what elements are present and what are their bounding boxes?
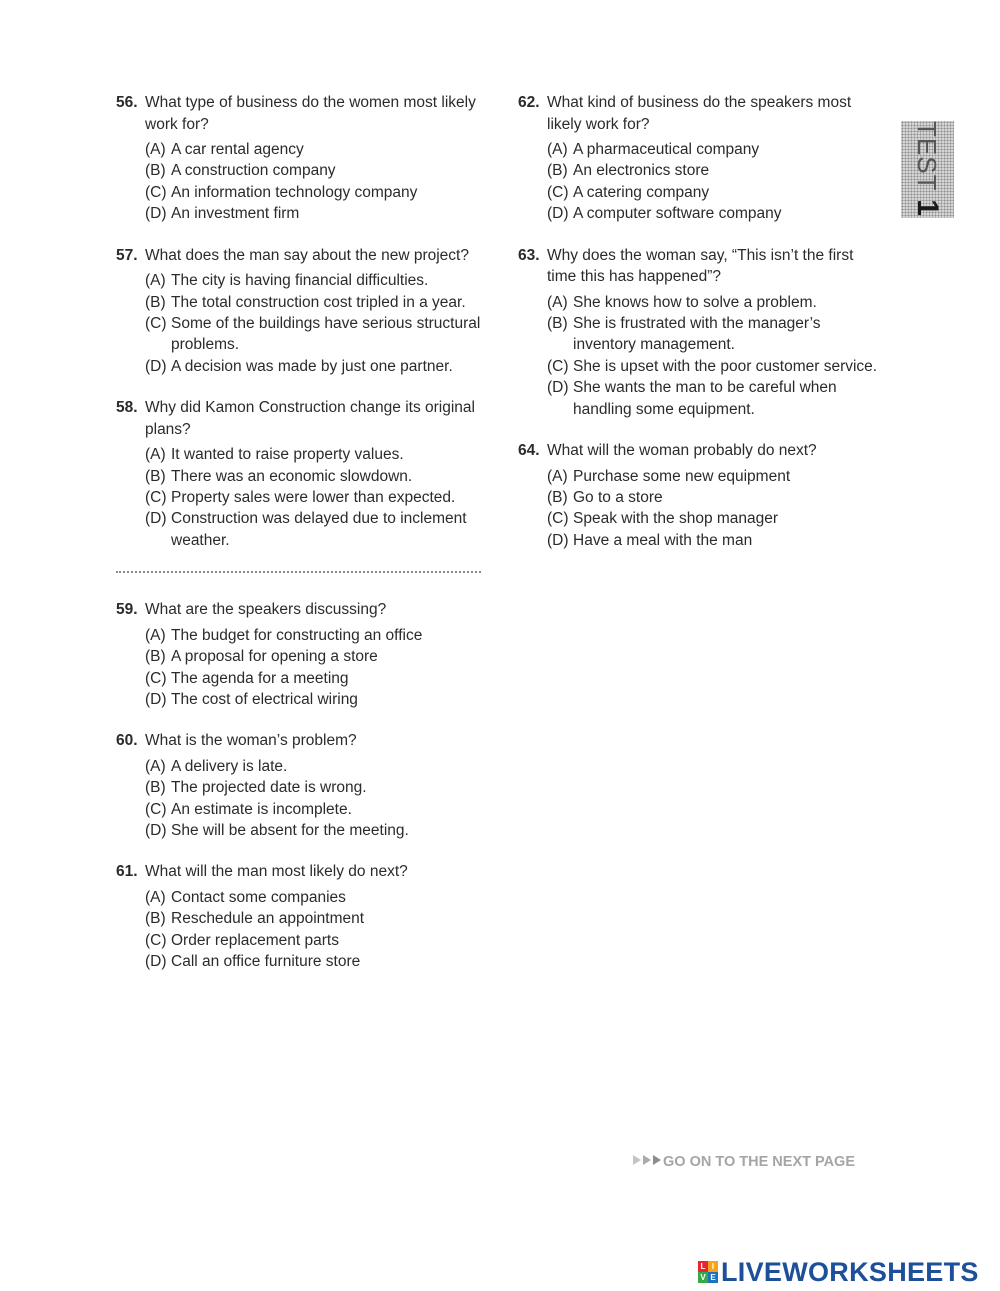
answer-option[interactable] xyxy=(145,668,481,689)
answer-options xyxy=(145,625,481,711)
test-section-tab xyxy=(901,121,954,218)
question-text: What will the woman probably do next? xyxy=(547,442,817,460)
option-text: She will be absent for the meeting. xyxy=(171,822,409,840)
answer-option[interactable] xyxy=(145,930,481,951)
answer-options xyxy=(547,139,878,225)
liveworksheets-icon xyxy=(698,1261,718,1283)
answer-option[interactable] xyxy=(145,756,481,777)
option-letter: (C) xyxy=(145,314,167,332)
option-letter: (A) xyxy=(547,293,568,311)
answer-option[interactable] xyxy=(145,292,481,313)
option-text: A proposal for opening a store xyxy=(171,648,378,666)
answer-options xyxy=(145,756,481,842)
option-letter: (D) xyxy=(145,953,167,971)
option-text: Contact some companies xyxy=(171,888,346,906)
question-number: 63. xyxy=(518,246,540,264)
answer-option[interactable] xyxy=(547,139,878,160)
answer-option[interactable] xyxy=(145,777,481,798)
question-block xyxy=(518,440,878,551)
question-text: Why did Kamon Construction change its original plans? xyxy=(145,399,475,438)
answer-option[interactable] xyxy=(547,487,878,508)
answer-option[interactable] xyxy=(145,139,481,160)
answer-option[interactable] xyxy=(547,160,878,181)
answer-option[interactable] xyxy=(145,508,481,551)
question-block xyxy=(116,245,481,378)
option-text: Some of the buildings have serious structural problems. xyxy=(171,314,481,354)
answer-option[interactable] xyxy=(145,908,481,929)
question-header xyxy=(116,245,481,267)
option-text: A catering company xyxy=(573,183,710,201)
option-text: Go to a store xyxy=(573,488,663,506)
question-number: 58. xyxy=(116,399,138,417)
option-text: Construction was delayed due to inclement weather. xyxy=(171,510,467,549)
logo-letter-i: I xyxy=(708,1261,718,1272)
answer-option[interactable] xyxy=(145,182,481,203)
option-letter: (D) xyxy=(547,531,569,549)
option-letter: (B) xyxy=(145,467,166,485)
option-text: The agenda for a meeting xyxy=(171,669,349,687)
question-block xyxy=(116,92,481,225)
left-column xyxy=(116,92,481,993)
option-letter: (C) xyxy=(145,183,167,201)
option-letter: (C) xyxy=(145,800,167,818)
option-text: A decision was made by just one partner. xyxy=(171,357,453,375)
answer-option[interactable] xyxy=(145,466,481,487)
answer-options xyxy=(145,139,481,225)
question-header xyxy=(116,397,481,440)
option-letter: (A) xyxy=(547,467,568,485)
answer-option[interactable] xyxy=(145,313,481,356)
option-text: Call an office furniture store xyxy=(171,953,361,971)
option-letter: (D) xyxy=(145,822,167,840)
option-letter: (C) xyxy=(547,510,569,528)
question-block xyxy=(518,245,878,420)
question-text: What does the man say about the new project? xyxy=(145,246,469,264)
answer-option[interactable] xyxy=(547,530,878,551)
option-text: Reschedule an appointment xyxy=(171,910,365,928)
answer-options xyxy=(145,270,481,377)
question-header xyxy=(116,92,481,135)
question-group-b xyxy=(116,599,481,972)
right-column xyxy=(518,92,878,571)
option-letter: (A) xyxy=(547,141,568,158)
option-letter: (C) xyxy=(547,183,569,201)
option-letter: (B) xyxy=(547,315,568,333)
answer-option[interactable] xyxy=(145,356,481,377)
answer-option[interactable] xyxy=(145,160,481,181)
option-text: The city is having financial difficulties. xyxy=(171,272,429,290)
question-text: What will the man most likely do next? xyxy=(145,863,408,881)
option-text: An estimate is incomplete. xyxy=(171,800,352,818)
question-number: 57. xyxy=(116,246,138,264)
question-block xyxy=(116,730,481,841)
option-text: Order replacement parts xyxy=(171,931,339,949)
next-page-text: GO ON TO THE NEXT PAGE xyxy=(663,1154,856,1170)
option-text: A computer software company xyxy=(573,205,782,223)
option-letter: (A) xyxy=(145,446,166,464)
option-text: A delivery is late. xyxy=(171,757,288,775)
option-letter: (B) xyxy=(547,488,568,506)
option-letter: (A) xyxy=(145,626,166,644)
question-header xyxy=(518,92,878,135)
answer-option[interactable] xyxy=(547,377,878,420)
liveworksheets-wordmark: LIVEWORKSHEETS xyxy=(721,1256,979,1287)
option-letter: (D) xyxy=(145,510,167,528)
option-text: Property sales were lower than expected. xyxy=(171,488,456,506)
answer-option[interactable] xyxy=(145,887,481,908)
option-text: A pharmaceutical company xyxy=(573,141,760,158)
test-tab-label xyxy=(910,121,944,217)
option-letter: (D) xyxy=(145,357,167,375)
answer-option[interactable] xyxy=(145,799,481,820)
option-text: She is frustrated with the manager’s inventory management. xyxy=(573,315,821,354)
question-text: What are the speakers discussing? xyxy=(145,601,387,619)
question-header xyxy=(518,440,878,462)
option-text: She wants the man to be careful when handling some equipment. xyxy=(573,379,837,418)
answer-options xyxy=(145,444,481,551)
question-text: What type of business do the women most likely work for? xyxy=(145,94,476,133)
option-letter: (C) xyxy=(145,931,167,949)
answer-option[interactable] xyxy=(145,646,481,667)
option-letter: (C) xyxy=(145,488,167,506)
question-header xyxy=(116,730,481,752)
question-text: Why does the woman say, “This isn’t the first time this has happened”? xyxy=(547,246,854,286)
option-text: Have a meal with the man xyxy=(573,531,753,549)
question-text: What kind of business do the speakers most likely work for? xyxy=(547,94,852,133)
answer-option[interactable] xyxy=(547,182,878,203)
triple-triangle-icon xyxy=(633,1154,663,1170)
answer-option[interactable] xyxy=(547,466,878,487)
test-tab-number: 1 xyxy=(911,199,944,217)
option-text: An information technology company xyxy=(171,183,418,201)
question-header xyxy=(116,861,481,883)
answer-option[interactable] xyxy=(547,203,878,224)
logo-letter-e: E xyxy=(708,1272,718,1283)
question-number: 60. xyxy=(116,732,138,750)
option-letter: (C) xyxy=(145,669,167,687)
liveworksheets-logo[interactable] xyxy=(698,1257,979,1287)
question-block xyxy=(518,92,878,225)
question-number: 64. xyxy=(518,442,540,460)
question-number: 62. xyxy=(518,94,540,111)
question-text: What is the woman’s problem? xyxy=(145,732,357,750)
answer-option[interactable] xyxy=(547,508,878,529)
answer-option[interactable] xyxy=(145,689,481,710)
option-text: The cost of electrical wiring xyxy=(171,690,358,708)
question-block xyxy=(116,861,481,972)
test-tab-word: TEST xyxy=(912,121,942,192)
option-text: Purchase some new equipment xyxy=(573,467,791,485)
option-text: She is upset with the poor customer service. xyxy=(573,357,878,375)
answer-option[interactable] xyxy=(145,270,481,291)
option-letter: (B) xyxy=(547,162,568,180)
answer-options xyxy=(547,466,878,552)
question-number: 59. xyxy=(116,601,138,619)
option-text: The budget for constructing an office xyxy=(171,626,423,644)
question-block xyxy=(116,599,481,710)
answer-option[interactable] xyxy=(547,292,878,313)
option-letter: (B) xyxy=(145,910,166,928)
option-letter: (A) xyxy=(145,272,166,290)
option-text: She knows how to solve a problem. xyxy=(573,293,817,311)
answer-options xyxy=(547,292,878,420)
answer-option[interactable] xyxy=(145,203,481,224)
logo-letter-l: L xyxy=(698,1261,708,1272)
answer-option[interactable] xyxy=(145,820,481,841)
option-text: A construction company xyxy=(171,162,336,180)
answer-option[interactable] xyxy=(547,356,878,377)
option-text: A car rental agency xyxy=(171,141,304,158)
option-letter: (B) xyxy=(145,779,166,797)
option-letter: (D) xyxy=(547,379,569,397)
next-page-note xyxy=(633,1154,855,1170)
question-number: 61. xyxy=(116,863,138,881)
question-block xyxy=(116,397,481,551)
answer-option[interactable] xyxy=(145,487,481,508)
question-number: 56. xyxy=(116,94,138,111)
answer-option[interactable] xyxy=(145,625,481,646)
option-letter: (A) xyxy=(145,757,166,775)
option-letter: (D) xyxy=(145,205,167,223)
option-letter: (D) xyxy=(145,690,167,708)
option-letter: (D) xyxy=(547,205,569,223)
option-letter: (B) xyxy=(145,648,166,666)
option-text: The projected date is wrong. xyxy=(171,779,367,797)
option-text: Speak with the shop manager xyxy=(573,510,779,528)
logo-letter-v: V xyxy=(698,1272,708,1283)
option-letter: (A) xyxy=(145,141,166,158)
option-letter: (B) xyxy=(145,162,166,180)
option-letter: (B) xyxy=(145,293,166,311)
option-text: It wanted to raise property values. xyxy=(171,446,404,464)
section-divider xyxy=(116,571,481,573)
option-text: An investment firm xyxy=(171,205,300,223)
answer-option[interactable] xyxy=(145,951,481,972)
answer-option[interactable] xyxy=(547,313,878,356)
answer-option[interactable] xyxy=(145,444,481,465)
option-text: The total construction cost tripled in a year. xyxy=(171,293,466,311)
question-header xyxy=(518,245,878,288)
option-letter: (C) xyxy=(547,357,569,375)
answer-options xyxy=(145,887,481,973)
option-letter: (A) xyxy=(145,888,166,906)
question-group-a xyxy=(116,92,481,551)
question-header xyxy=(116,599,481,621)
question-group-c xyxy=(518,92,878,551)
option-text: An electronics store xyxy=(573,162,710,180)
option-text: There was an economic slowdown. xyxy=(171,467,413,485)
